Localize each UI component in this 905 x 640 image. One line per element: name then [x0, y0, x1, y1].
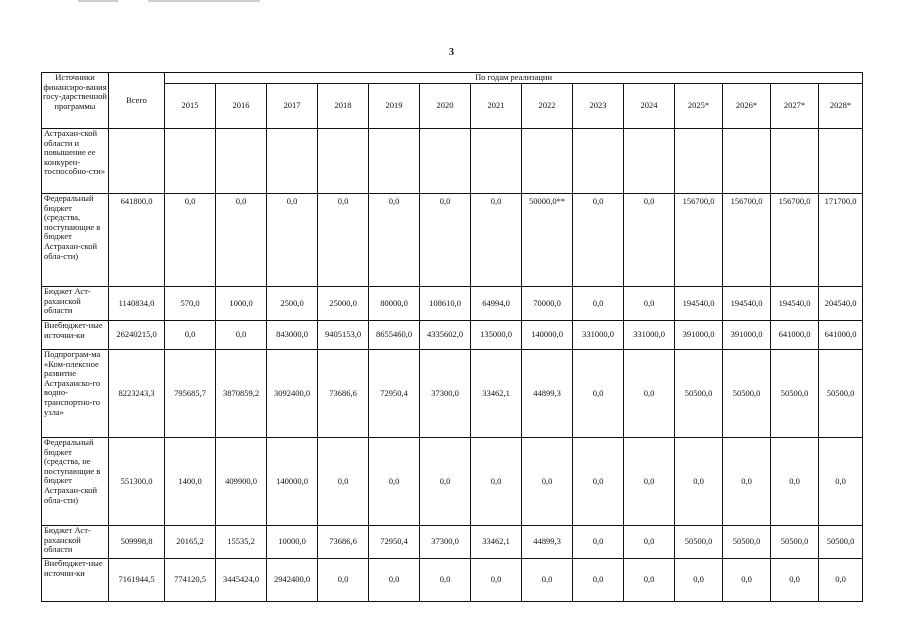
- financing-table: [41, 72, 863, 602]
- value-cell: 0,0: [165, 194, 216, 287]
- value-cell: 2942400,0: [267, 559, 318, 602]
- header-year: 2028*: [819, 84, 863, 129]
- value-cell: 72950,4: [369, 350, 420, 438]
- value-cell: 20165,2: [165, 526, 216, 559]
- total-cell: 509998,8: [109, 526, 165, 559]
- value-cell: [318, 129, 369, 194]
- value-cell: 0,0: [471, 438, 522, 526]
- value-cell: 37300,0: [420, 350, 471, 438]
- value-cell: 0,0: [420, 438, 471, 526]
- value-cell: [573, 129, 624, 194]
- value-cell: 4335602,0: [420, 321, 471, 350]
- source-cell: Внебюджет-ные источни-ки: [42, 321, 109, 350]
- value-cell: 44899,3: [522, 350, 573, 438]
- source-cell: Федеральный бюджет (средства, не поступающие в бюджет Астрахан-ской обла-сти): [42, 438, 109, 526]
- value-cell: 0,0: [819, 438, 863, 526]
- value-cell: 3445424,0: [216, 559, 267, 602]
- header-year: 2024: [624, 84, 675, 129]
- value-cell: 50500,0: [771, 350, 819, 438]
- value-cell: 331000,0: [573, 321, 624, 350]
- value-cell: 0,0: [723, 438, 771, 526]
- value-cell: 0,0: [420, 559, 471, 602]
- value-cell: [165, 129, 216, 194]
- value-cell: 1000,0: [216, 287, 267, 321]
- header-year: 2017: [267, 84, 318, 129]
- value-cell: [420, 129, 471, 194]
- value-cell: 194540,0: [675, 287, 723, 321]
- value-cell: 135000,0: [471, 321, 522, 350]
- value-cell: 0,0: [216, 321, 267, 350]
- value-cell: 0,0: [573, 438, 624, 526]
- value-cell: 0,0: [573, 559, 624, 602]
- value-cell: 0,0: [369, 438, 420, 526]
- value-cell: 73686,6: [318, 526, 369, 559]
- table-body: [42, 129, 863, 602]
- scan-artifact-line: [78, 0, 118, 2]
- value-cell: 391000,0: [675, 321, 723, 350]
- value-cell: 0,0: [318, 194, 369, 287]
- value-cell: 0,0: [369, 194, 420, 287]
- header-year: 2021: [471, 84, 522, 129]
- value-cell: 0,0: [318, 438, 369, 526]
- value-cell: 108610,0: [420, 287, 471, 321]
- header-year: 2022: [522, 84, 573, 129]
- value-cell: 0,0: [624, 526, 675, 559]
- value-cell: 64994,0: [471, 287, 522, 321]
- value-cell: 0,0: [216, 194, 267, 287]
- value-cell: 8655460,0: [369, 321, 420, 350]
- value-cell: 156700,0: [771, 194, 819, 287]
- value-cell: 774120,5: [165, 559, 216, 602]
- value-cell: 0,0: [573, 526, 624, 559]
- table-row: [42, 438, 863, 526]
- value-cell: 156700,0: [723, 194, 771, 287]
- value-cell: [369, 129, 420, 194]
- header-source: Источники финансиро-вания госу-дарственной программы: [42, 73, 109, 129]
- value-cell: 70000,0: [522, 287, 573, 321]
- page-number: 3: [449, 47, 454, 58]
- value-cell: 50000,0**: [522, 194, 573, 287]
- value-cell: [819, 129, 863, 194]
- value-cell: 33462,1: [471, 350, 522, 438]
- total-cell: 1140834,0: [109, 287, 165, 321]
- value-cell: 3092400,0: [267, 350, 318, 438]
- value-cell: [723, 129, 771, 194]
- total-cell: [109, 129, 165, 194]
- header-year: 2018: [318, 84, 369, 129]
- value-cell: 391000,0: [723, 321, 771, 350]
- value-cell: 9405153,0: [318, 321, 369, 350]
- value-cell: 409900,0: [216, 438, 267, 526]
- value-cell: 0,0: [522, 559, 573, 602]
- table-row: [42, 321, 863, 350]
- value-cell: 140000,0: [267, 438, 318, 526]
- value-cell: [522, 129, 573, 194]
- value-cell: 73686,6: [318, 350, 369, 438]
- header-year: 2027*: [771, 84, 819, 129]
- value-cell: 0,0: [771, 559, 819, 602]
- value-cell: 0,0: [624, 287, 675, 321]
- value-cell: 641000,0: [819, 321, 863, 350]
- value-cell: 194540,0: [723, 287, 771, 321]
- value-cell: 0,0: [471, 194, 522, 287]
- header-year: 2026*: [723, 84, 771, 129]
- value-cell: 50500,0: [819, 350, 863, 438]
- value-cell: 0,0: [624, 438, 675, 526]
- table-row: [42, 194, 863, 287]
- source-cell: Внебюджет-ные источни-ки: [42, 559, 109, 602]
- header-year: 2016: [216, 84, 267, 129]
- value-cell: 0,0: [165, 321, 216, 350]
- value-cell: 843000,0: [267, 321, 318, 350]
- value-cell: 15535,2: [216, 526, 267, 559]
- header-year: 2023: [573, 84, 624, 129]
- value-cell: 72950,4: [369, 526, 420, 559]
- source-cell: Бюджет Аст-раханской области: [42, 526, 109, 559]
- value-cell: 140000,0: [522, 321, 573, 350]
- header-years-row: [42, 84, 863, 129]
- header-year: 2019: [369, 84, 420, 129]
- header-year: 2015: [165, 84, 216, 129]
- value-cell: 171700,0: [819, 194, 863, 287]
- table-row: [42, 287, 863, 321]
- value-cell: 25000,0: [318, 287, 369, 321]
- value-cell: 50500,0: [819, 526, 863, 559]
- value-cell: 0,0: [723, 559, 771, 602]
- value-cell: 0,0: [771, 438, 819, 526]
- total-cell: 641800,0: [109, 194, 165, 287]
- value-cell: [624, 129, 675, 194]
- value-cell: 50500,0: [675, 526, 723, 559]
- source-cell: Астрахан-ской области и повышение ее конкурен-тоспособно-сти»: [42, 129, 109, 194]
- value-cell: 37300,0: [420, 526, 471, 559]
- value-cell: 0,0: [420, 194, 471, 287]
- source-cell: Федеральный бюджет (средства, поступающие в бюджет Астрахан-ской обла-сти): [42, 194, 109, 287]
- source-cell: Бюджет Аст-раханской области: [42, 287, 109, 321]
- table-row: [42, 559, 863, 602]
- total-cell: 551300,0: [109, 438, 165, 526]
- header-year: 2025*: [675, 84, 723, 129]
- value-cell: 204540,0: [819, 287, 863, 321]
- value-cell: 33462,1: [471, 526, 522, 559]
- value-cell: [675, 129, 723, 194]
- value-cell: 80000,0: [369, 287, 420, 321]
- value-cell: 0,0: [819, 559, 863, 602]
- value-cell: 0,0: [471, 559, 522, 602]
- value-cell: 10000,0: [267, 526, 318, 559]
- value-cell: 50500,0: [771, 526, 819, 559]
- value-cell: 0,0: [624, 194, 675, 287]
- value-cell: 0,0: [573, 350, 624, 438]
- value-cell: 50500,0: [723, 350, 771, 438]
- value-cell: 795685,7: [165, 350, 216, 438]
- value-cell: 0,0: [675, 559, 723, 602]
- value-cell: 0,0: [675, 438, 723, 526]
- value-cell: 0,0: [573, 194, 624, 287]
- total-cell: 7161944,5: [109, 559, 165, 602]
- table-row: [42, 526, 863, 559]
- value-cell: 0,0: [624, 350, 675, 438]
- header-total: Всего: [109, 73, 165, 129]
- total-cell: 26240215,0: [109, 321, 165, 350]
- value-cell: 1400,0: [165, 438, 216, 526]
- table-row: [42, 350, 863, 438]
- total-cell: 8223243,3: [109, 350, 165, 438]
- table-row: [42, 129, 863, 194]
- value-cell: 0,0: [522, 438, 573, 526]
- value-cell: [471, 129, 522, 194]
- header-years-group: По годам реализации: [165, 73, 863, 84]
- value-cell: 0,0: [267, 194, 318, 287]
- value-cell: 0,0: [369, 559, 420, 602]
- value-cell: 331000,0: [624, 321, 675, 350]
- source-cell: Подпрограм-ма «Ком-плексное развитие Астраханско-го водно-транспортно-го узла»: [42, 350, 109, 438]
- value-cell: 50500,0: [675, 350, 723, 438]
- header-year: 2020: [420, 84, 471, 129]
- value-cell: 156700,0: [675, 194, 723, 287]
- value-cell: [216, 129, 267, 194]
- value-cell: [267, 129, 318, 194]
- value-cell: 641000,0: [771, 321, 819, 350]
- value-cell: 3870859,2: [216, 350, 267, 438]
- value-cell: 44899,3: [522, 526, 573, 559]
- value-cell: 0,0: [573, 287, 624, 321]
- value-cell: 2500,0: [267, 287, 318, 321]
- scan-artifact-line: [148, 0, 260, 2]
- value-cell: 0,0: [624, 559, 675, 602]
- value-cell: 570,0: [165, 287, 216, 321]
- value-cell: 50500,0: [723, 526, 771, 559]
- value-cell: 194540,0: [771, 287, 819, 321]
- value-cell: 0,0: [318, 559, 369, 602]
- value-cell: [771, 129, 819, 194]
